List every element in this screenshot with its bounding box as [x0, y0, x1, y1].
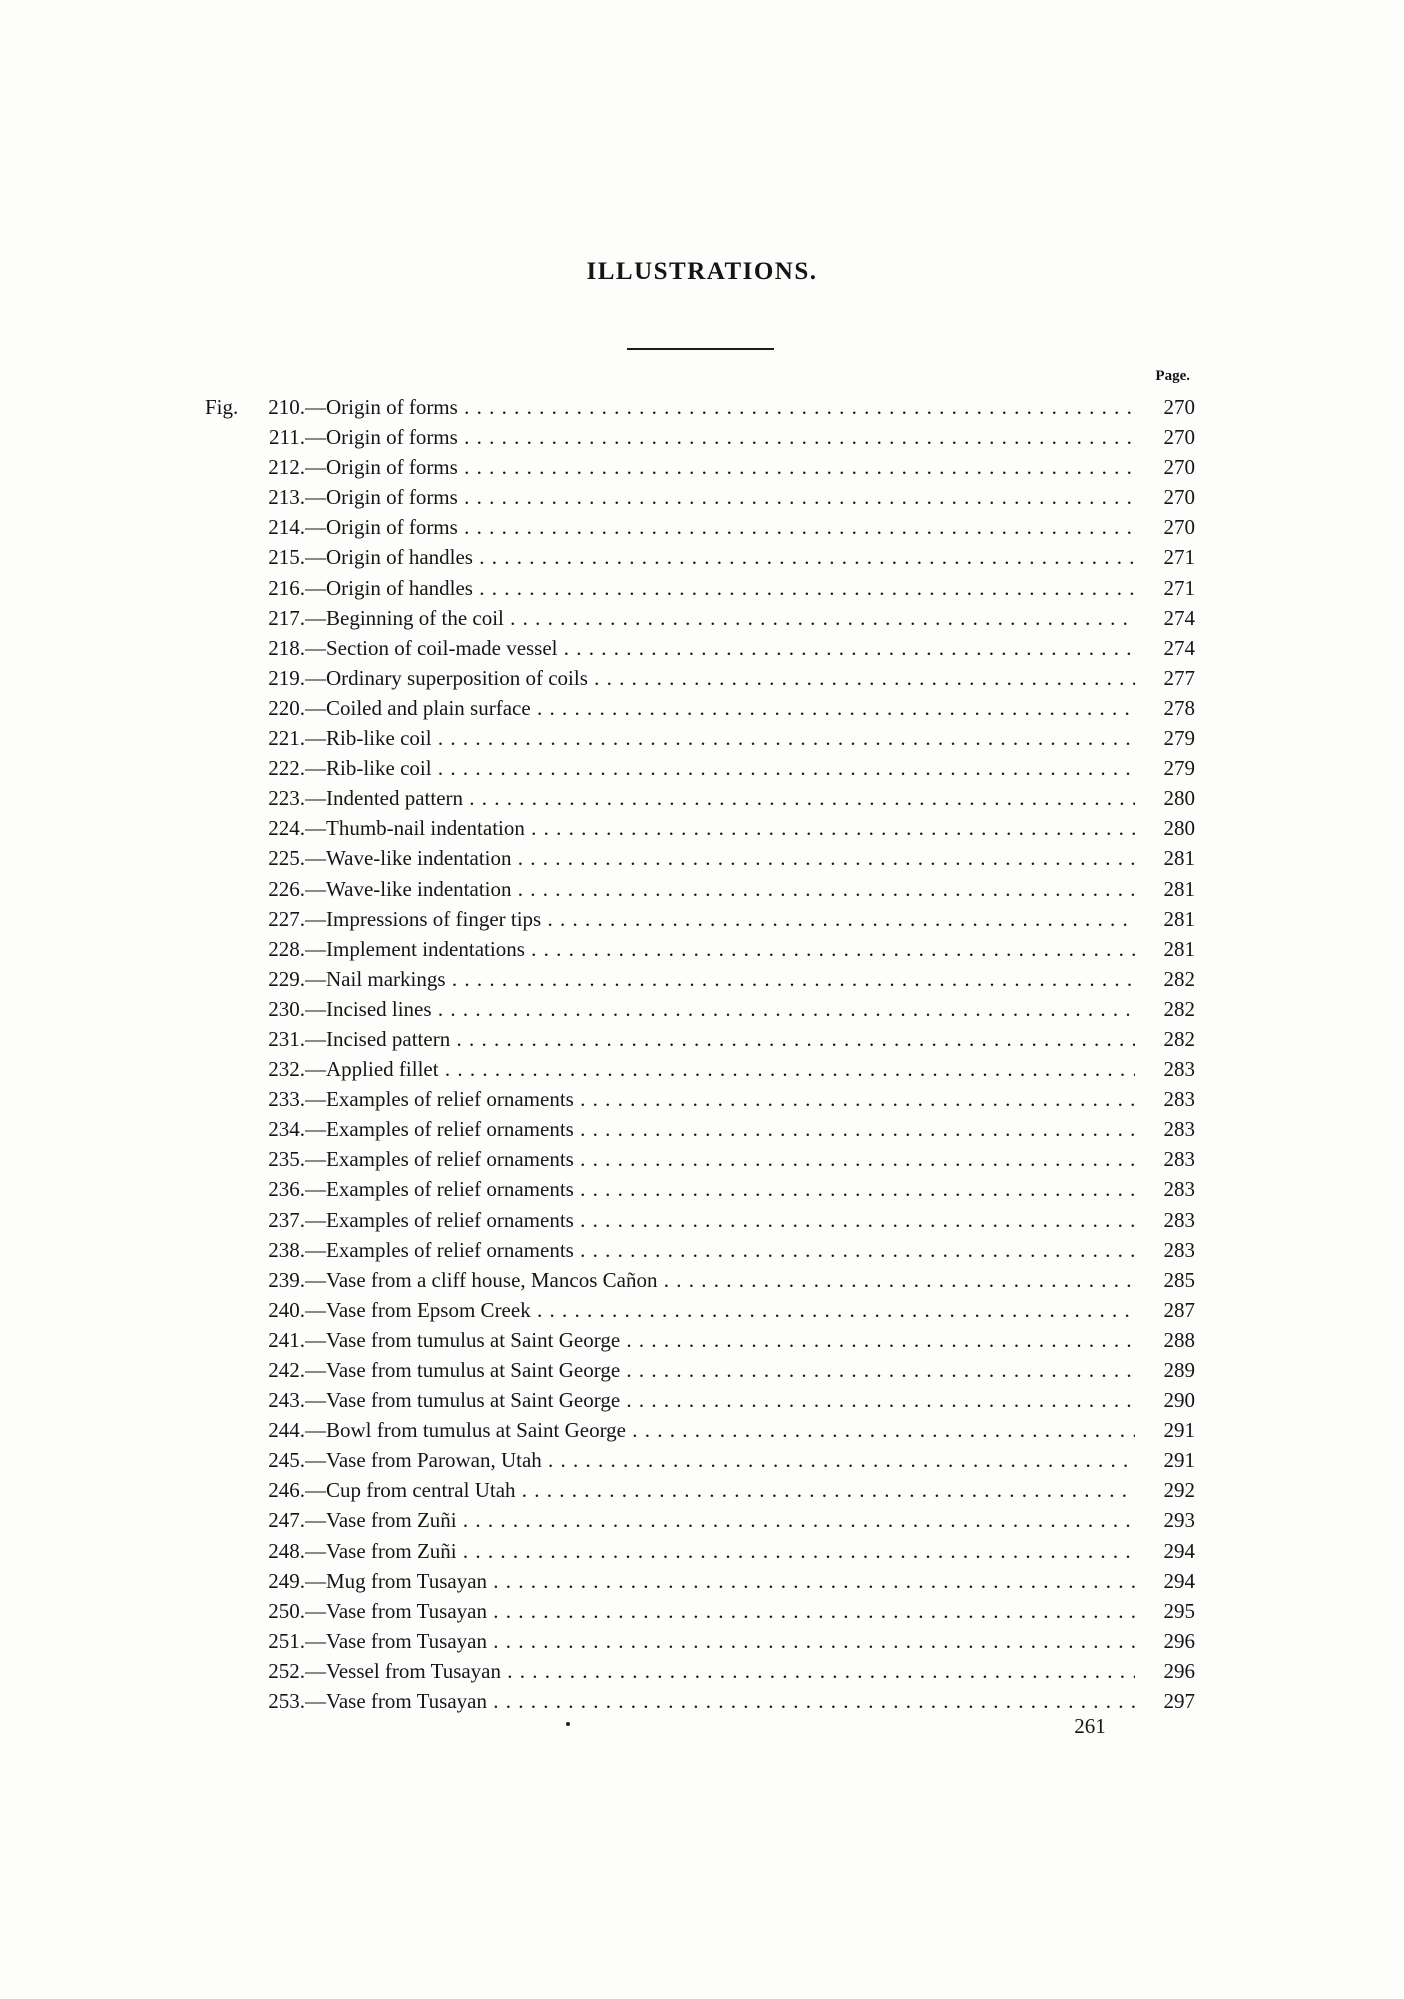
list-item: [205, 1205, 1195, 1235]
fig-number: 224.: [268, 816, 305, 841]
list-item: [205, 1265, 1195, 1295]
fig-number: 236.: [268, 1177, 305, 1202]
page-number: 297: [1163, 1689, 1195, 1714]
page-number: 283: [1163, 1087, 1195, 1112]
list-item: [205, 573, 1195, 603]
page-number: 279: [1163, 756, 1195, 781]
illustrations-list: [205, 392, 1195, 1716]
page-folio: 261: [1074, 1714, 1106, 1738]
page-number: 282: [1163, 966, 1195, 991]
fig-description: —Vase from Zuñi . . .: [305, 1536, 1135, 1566]
list-item: [205, 1626, 1195, 1656]
fig-description: —Vase from tumulus at Saint George . . .: [305, 1385, 1135, 1415]
list-item: [205, 1295, 1195, 1325]
fig-number: 245.: [268, 1448, 305, 1473]
page-number: 283: [1163, 1117, 1195, 1142]
list-item: [205, 1084, 1195, 1114]
list-item: [205, 422, 1195, 452]
page-number: 281: [1163, 906, 1195, 931]
fig-description: —Beginning of the coil . . .: [305, 603, 1135, 633]
fig-number: 237.: [268, 1207, 305, 1232]
fig-description: —Impressions of finger tips . . .: [305, 904, 1135, 934]
list-item: [205, 1475, 1195, 1505]
fig-description: —Origin of forms . . .: [305, 422, 1135, 452]
page-number: 296: [1163, 1658, 1195, 1683]
list-item: [205, 663, 1195, 693]
list-item: [205, 843, 1195, 873]
page-number: 282: [1163, 996, 1195, 1021]
fig-number: 218.: [268, 635, 305, 660]
fig-number: 228.: [268, 936, 305, 961]
list-item: [205, 783, 1195, 813]
fig-number: 235.: [268, 1147, 305, 1172]
page-number: 291: [1163, 1418, 1195, 1443]
fig-description: —Examples of relief ornaments . . .: [305, 1114, 1135, 1144]
list-item: [205, 482, 1195, 512]
fig-prefix: Fig.: [205, 395, 239, 419]
list-item: [205, 512, 1195, 542]
page-number: 270: [1163, 455, 1195, 480]
list-item: [205, 1686, 1195, 1716]
fig-description: —Wave-like indentation . . .: [305, 874, 1135, 904]
page-number: 274: [1163, 635, 1195, 660]
page-number: 296: [1163, 1628, 1195, 1653]
list-item: [205, 753, 1195, 783]
page-number: 274: [1163, 605, 1195, 630]
list-item: [205, 1596, 1195, 1626]
fig-number: 242.: [268, 1358, 305, 1382]
list-item: [205, 452, 1195, 482]
list-item: [205, 813, 1195, 843]
page-number: 270: [1163, 425, 1195, 450]
fig-description: —Incised lines . . .: [305, 994, 1135, 1024]
list-item: [205, 693, 1195, 723]
page-number: 271: [1163, 545, 1195, 570]
fig-description: —Mug from Tusayan . . .: [305, 1566, 1135, 1596]
fig-description: —Examples of relief ornaments . . .: [305, 1084, 1135, 1114]
list-item: [205, 1385, 1195, 1415]
list-item: [205, 392, 1195, 422]
fig-number: 243.: [268, 1388, 305, 1413]
page-number: 292: [1163, 1478, 1195, 1503]
fig-number: 244.: [268, 1418, 305, 1443]
fig-description: —Origin of handles . . .: [305, 542, 1135, 572]
page-number: 270: [1163, 515, 1195, 540]
list-item: [205, 542, 1195, 572]
fig-number: 253.: [268, 1689, 305, 1714]
fig-description: —Examples of relief ornaments . . .: [305, 1144, 1135, 1174]
page-number: 281: [1163, 876, 1195, 901]
page-number: 290: [1163, 1388, 1195, 1413]
page-number: 283: [1163, 1147, 1195, 1172]
page-number: 270: [1163, 395, 1195, 419]
fig-description: —Vase from Tusayan . . .: [305, 1626, 1135, 1656]
fig-description: —Vase from Epsom Creek . . .: [305, 1295, 1135, 1325]
fig-description: —Origin of forms . . .: [305, 392, 1135, 422]
list-item: [205, 934, 1195, 964]
page-number: 294: [1163, 1538, 1195, 1563]
fig-description: —Origin of handles . . .: [305, 573, 1135, 603]
fig-description: —Incised pattern . . .: [305, 1024, 1135, 1054]
fig-number: 221.: [268, 726, 305, 751]
page-number: 283: [1163, 1057, 1195, 1082]
fig-description: —Origin of forms . . .: [305, 512, 1135, 542]
fig-number: 247.: [268, 1508, 305, 1533]
page-number: 281: [1163, 846, 1195, 871]
page-title: ILLUSTRATIONS.: [586, 258, 818, 285]
list-item: [205, 1656, 1195, 1686]
fig-number: 241.: [268, 1327, 305, 1352]
fig-number: 234.: [268, 1117, 305, 1142]
fig-number: 246.: [268, 1478, 305, 1503]
fig-number: 220.: [268, 695, 305, 720]
stray-dot: [566, 1722, 570, 1726]
fig-description: —Thumb-nail indentation . . .: [305, 813, 1135, 843]
fig-description: —Implement indentations . . .: [305, 934, 1135, 964]
title-rule: [627, 348, 774, 350]
list-item: [205, 723, 1195, 753]
list-item: [205, 1024, 1195, 1054]
fig-number: 251.: [268, 1628, 305, 1653]
page-number: 280: [1163, 816, 1195, 841]
fig-number: 233.: [268, 1087, 305, 1112]
fig-description: —Origin of forms . . .: [305, 482, 1135, 512]
list-item: [205, 994, 1195, 1024]
fig-description: —Vase from Tusayan . . .: [305, 1596, 1135, 1626]
fig-number: 216.: [268, 575, 305, 600]
fig-description: —Ordinary superposition of coils . . .: [305, 663, 1135, 693]
list-item: [205, 874, 1195, 904]
fig-number: 229.: [268, 966, 305, 991]
fig-number: 223.: [268, 786, 305, 811]
list-item: [205, 1445, 1195, 1475]
fig-number: 227.: [268, 906, 305, 931]
fig-description: —Applied fillet . . .: [305, 1054, 1135, 1084]
fig-number: 214.: [268, 515, 305, 540]
fig-number: 226.: [268, 876, 305, 901]
fig-description: —Examples of relief ornaments . . .: [305, 1205, 1135, 1235]
list-item: [205, 904, 1195, 934]
page-number: 291: [1163, 1448, 1195, 1473]
fig-number: 212.: [268, 455, 305, 480]
list-item: [205, 1235, 1195, 1265]
page-number: 283: [1163, 1207, 1195, 1232]
page-number: 283: [1163, 1177, 1195, 1202]
page-number: 287: [1163, 1297, 1195, 1322]
fig-description: —Vase from Zuñi . . .: [305, 1505, 1135, 1535]
list-item: [205, 964, 1195, 994]
fig-description: —Vase from Tusayan . . .: [305, 1686, 1135, 1716]
fig-number: 232.: [268, 1057, 305, 1082]
page-number: 295: [1163, 1598, 1195, 1623]
fig-description: —Cup from central Utah . . .: [305, 1475, 1135, 1505]
fig-number: 222.: [268, 756, 305, 781]
fig-description: —Wave-like indentation . . .: [305, 843, 1135, 873]
fig-number: 211.: [269, 425, 305, 450]
list-item: [205, 1144, 1195, 1174]
page-number: 294: [1163, 1568, 1195, 1593]
list-item: [205, 1355, 1195, 1385]
fig-number: 219.: [268, 665, 305, 690]
fig-number: 213.: [268, 485, 305, 510]
page-number: 271: [1163, 575, 1195, 600]
fig-description: —Section of coil-made vessel . . .: [305, 633, 1135, 663]
fig-description: —Vase from tumulus at Saint George . . .: [305, 1355, 1135, 1385]
page-column-header: Page.: [1155, 368, 1190, 384]
list-item: [205, 1054, 1195, 1084]
page-number: 293: [1163, 1508, 1195, 1533]
page-number: 279: [1163, 726, 1195, 751]
list-item: [205, 1536, 1195, 1566]
fig-number: 217.: [268, 605, 305, 630]
list-item: [205, 1114, 1195, 1144]
fig-number: 210.: [268, 395, 305, 419]
fig-description: —Rib-like coil . . .: [305, 753, 1135, 783]
fig-description: —Examples of relief ornaments . . .: [305, 1235, 1135, 1265]
fig-description: —Vessel from Tusayan . . .: [305, 1656, 1135, 1686]
fig-description: —Vase from a cliff house, Mancos Cañon . . .: [305, 1265, 1135, 1295]
fig-description: —Rib-like coil . . .: [305, 723, 1135, 753]
fig-description: —Bowl from tumulus at Saint George . . .: [305, 1415, 1135, 1445]
page-number: 285: [1163, 1267, 1195, 1292]
fig-description: —Origin of forms . . .: [305, 452, 1135, 482]
fig-number: 248.: [268, 1538, 305, 1563]
list-item: [205, 1174, 1195, 1204]
fig-number: 252.: [268, 1658, 305, 1683]
fig-description: —Nail markings . . .: [305, 964, 1135, 994]
page-number: 277: [1163, 665, 1195, 690]
fig-number: 230.: [268, 996, 305, 1021]
fig-number: 231.: [268, 1026, 305, 1051]
list-item: [205, 1505, 1195, 1535]
list-item: [205, 603, 1195, 633]
page-number: 278: [1163, 695, 1195, 720]
list-item: [205, 1415, 1195, 1445]
page-number: 289: [1163, 1358, 1195, 1382]
fig-number: 215.: [268, 545, 305, 570]
page-number: 288: [1163, 1327, 1195, 1352]
page-number: 281: [1163, 936, 1195, 961]
list-item: [205, 1325, 1195, 1355]
fig-number: 238.: [268, 1237, 305, 1262]
page-number: 270: [1163, 485, 1195, 510]
fig-description: —Coiled and plain surface . . .: [305, 693, 1135, 723]
fig-number: 250.: [268, 1598, 305, 1623]
page-number: 283: [1163, 1237, 1195, 1262]
fig-number: 249.: [268, 1568, 305, 1593]
fig-description: —Indented pattern . . .: [305, 783, 1135, 813]
list-item: [205, 1566, 1195, 1596]
list-item: [205, 633, 1195, 663]
page-number: 280: [1163, 786, 1195, 811]
fig-description: —Vase from Parowan, Utah . . .: [305, 1445, 1135, 1475]
fig-description: —Examples of relief ornaments . . .: [305, 1174, 1135, 1204]
fig-number: 225.: [268, 846, 305, 871]
fig-description: —Vase from tumulus at Saint George . . .: [305, 1325, 1135, 1355]
fig-number: 240.: [268, 1297, 305, 1322]
page-number: 282: [1163, 1026, 1195, 1051]
fig-number: 239.: [268, 1267, 305, 1292]
